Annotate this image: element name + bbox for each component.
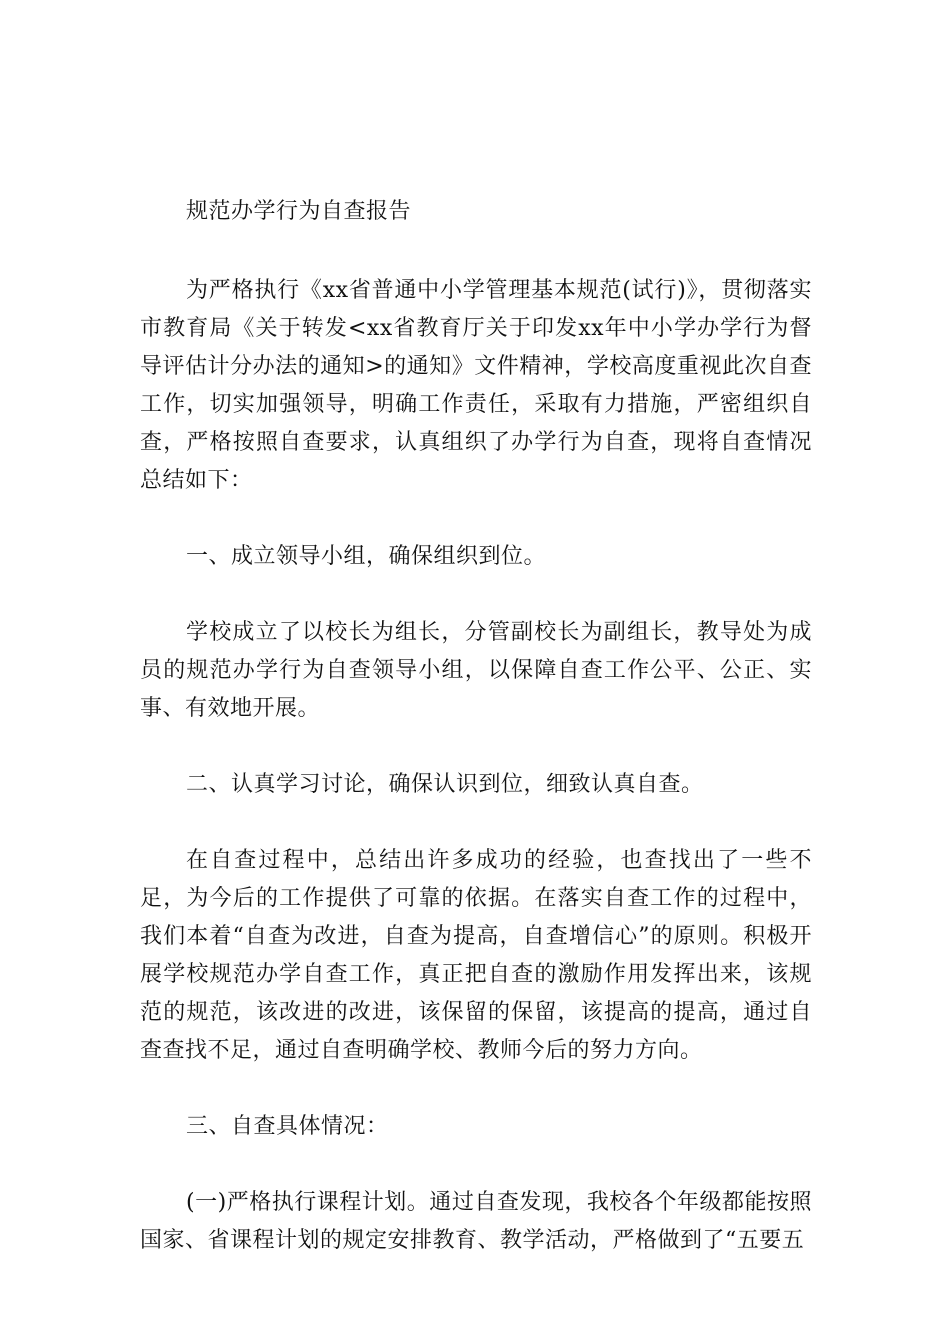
section-heading-2: 二、认真学习讨论，确保认识到位，细致认真自查。 bbox=[186, 772, 704, 797]
leadership-group-paragraph: 学校成立了以校长为组长，分管副校长为副组长，教导处为成员的规范办学行为自查领导小组，以保障自查工作公平、公正、实事、有效地开展。 bbox=[140, 620, 812, 721]
intro-paragraph: 为严格执行《xx省普通中小学管理基本规范(试行)》，贯彻落实市教育局《关于转发<xx省教育厅关于印发xx年中小学办学行为督导评估计分办法的通知>的通知》文件精神，学校高度重视此次自查工作，切实加强领导，明确工作责任，采取有力措施，严密组织自查，严格按照自查要求，认真组织了办学行为自查，现将自查情况总结如下： bbox=[140, 278, 812, 493]
section-heading-3: 三、自查具体情况： bbox=[186, 1114, 389, 1139]
curriculum-plan-paragraph: (一)严格执行课程计划。通过自查发现，我校各个年级都能按照国家、省课程计划的规定安排教育、教学活动，严格做到了“五要五 bbox=[140, 1190, 812, 1253]
section-heading-1: 一、成立领导小组，确保组织到位。 bbox=[186, 544, 547, 569]
self-check-process-paragraph: 在自查过程中，总结出许多成功的经验，也查找出了一些不足，为今后的工作提供了可靠的依据。在落实自查工作的过程中，我们本着“自查为改进，自查为提高，自查增信心”的原则。积极开展学校规范办学自查工作，真正把自查的激励作用发挥出来，该规范的规范，该改进的改进，该保留的保留，该提高的提高，通过自查查找不足，通过自查明确学校、教师今后的努力方向。 bbox=[140, 848, 812, 1063]
document-page bbox=[140, 196, 812, 1298]
document-title: 规范办学行为自查报告 bbox=[186, 199, 412, 224]
